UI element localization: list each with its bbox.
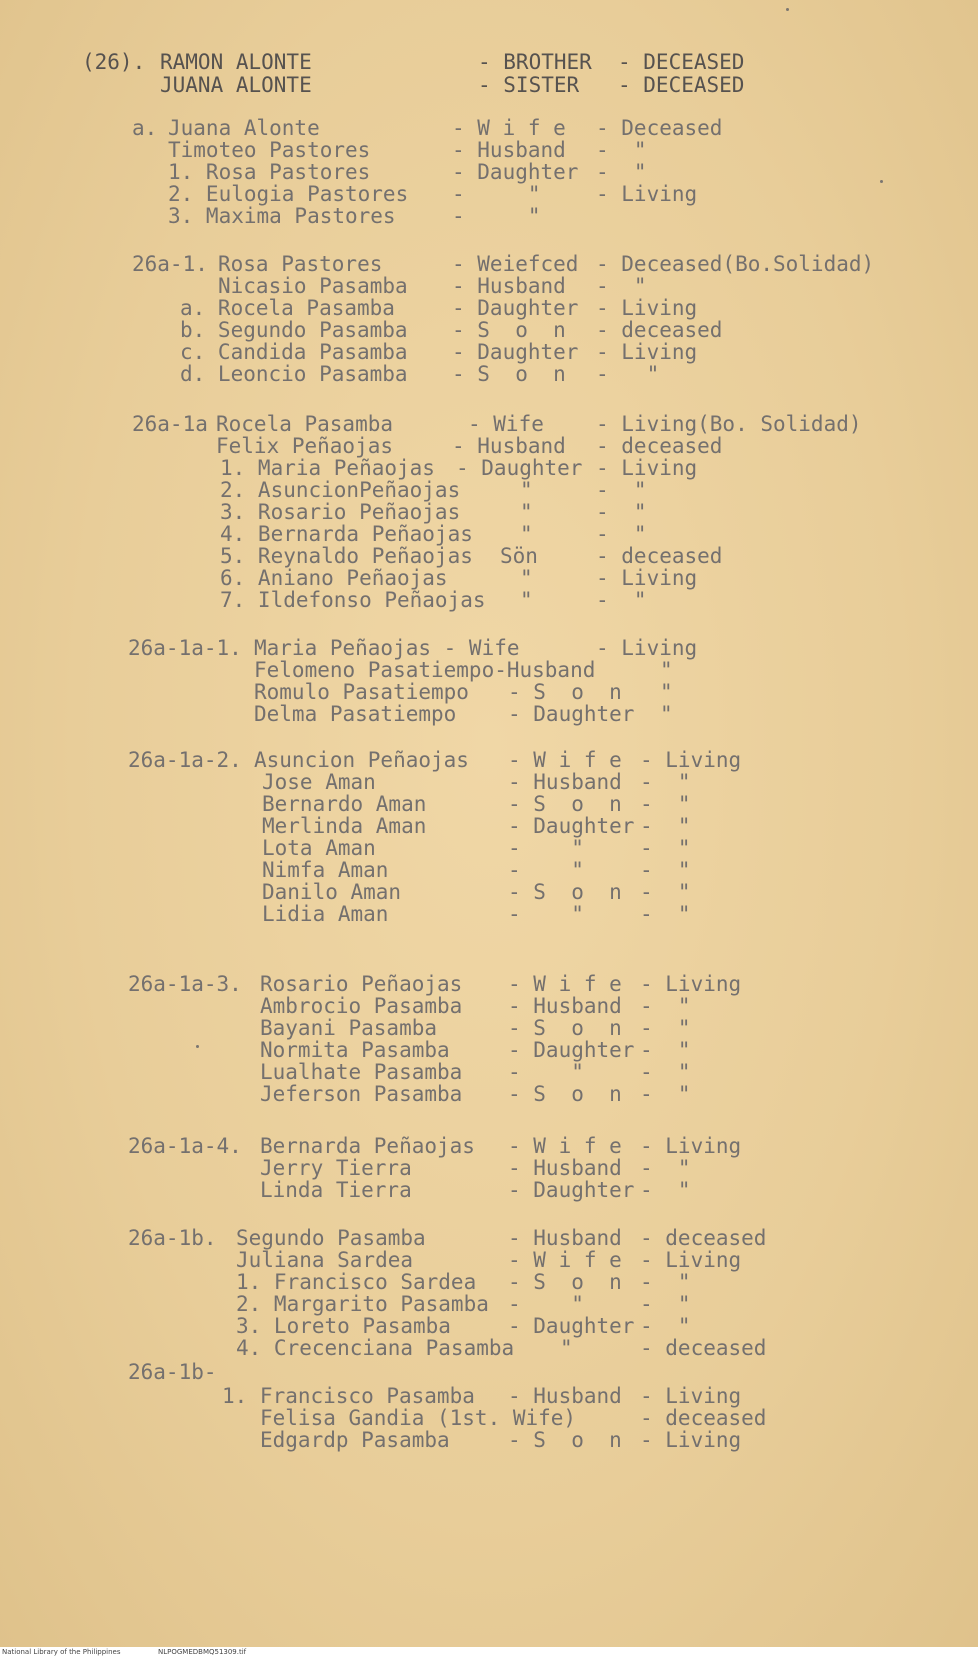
family-row bbox=[0, 274, 978, 298]
person-name: 3. Rosario Peñaojas bbox=[220, 500, 461, 524]
status: - Living bbox=[596, 296, 698, 320]
ink-speck bbox=[786, 8, 789, 11]
status: - " bbox=[640, 1270, 691, 1294]
relation: - " bbox=[508, 902, 584, 926]
status: - " bbox=[640, 792, 691, 816]
person-name: 3. Maxima Pastores bbox=[168, 204, 396, 228]
family-row bbox=[0, 1428, 978, 1452]
status: - Living bbox=[596, 340, 698, 364]
status: - Living(Bo. Solidad) bbox=[596, 412, 862, 436]
family-row bbox=[0, 1226, 978, 1250]
relation: - Weiefced bbox=[452, 252, 579, 276]
person-name: Maria Peñaojas - Wife bbox=[254, 636, 520, 660]
person-name: Normita Pasamba bbox=[260, 1038, 450, 1062]
family-row bbox=[0, 412, 978, 436]
family-row bbox=[0, 748, 978, 772]
person-name: Edgardp Pasamba bbox=[260, 1428, 450, 1452]
relation: - W i f e bbox=[508, 1134, 622, 1158]
relation: - Husband bbox=[508, 1226, 622, 1250]
status: - " bbox=[640, 1038, 691, 1062]
section-label: 26a-1a-1. bbox=[128, 636, 242, 660]
person-name: Bernarda Peñaojas bbox=[260, 1134, 475, 1158]
scan-footer bbox=[0, 1647, 978, 1658]
family-row bbox=[0, 252, 978, 276]
family-row bbox=[0, 1384, 978, 1408]
family-row bbox=[0, 296, 978, 320]
family-row bbox=[0, 318, 978, 342]
person-name: b. Segundo Pasamba bbox=[180, 318, 408, 342]
person-name: Jeferson Pasamba bbox=[260, 1082, 463, 1106]
status: - " bbox=[640, 1178, 691, 1202]
status: - Living bbox=[640, 972, 742, 996]
family-row bbox=[0, 814, 978, 838]
relation: - " bbox=[452, 182, 541, 206]
person-name: 1. Maria Peñaojas bbox=[220, 456, 435, 480]
person-name: Juana Alonte bbox=[168, 116, 320, 140]
person-name: Bernardo Aman bbox=[262, 792, 427, 816]
family-row bbox=[0, 1038, 978, 1062]
relation: - Husband bbox=[508, 1156, 622, 1180]
status: - Living bbox=[596, 636, 698, 660]
section-label: 26a-1. bbox=[132, 252, 208, 276]
family-row bbox=[0, 160, 978, 184]
relation: - Husband bbox=[508, 994, 622, 1018]
family-row bbox=[0, 658, 978, 682]
relation: - BROTHER bbox=[478, 50, 592, 74]
family-row bbox=[0, 792, 978, 816]
family-row bbox=[0, 588, 978, 612]
person-name: 5. Reynaldo Peñaojas bbox=[220, 544, 473, 568]
person-name: 2. Margarito Pasamba bbox=[236, 1292, 489, 1316]
status: - Living bbox=[596, 456, 698, 480]
status: - " bbox=[640, 814, 691, 838]
status: - " bbox=[596, 138, 647, 162]
family-row bbox=[0, 1156, 978, 1180]
status: - deceased bbox=[596, 318, 723, 342]
family-row bbox=[0, 566, 978, 590]
status: " bbox=[660, 702, 673, 726]
section-label: 26a-1b. bbox=[128, 1226, 217, 1250]
family-row bbox=[0, 434, 978, 458]
person-name: Merlinda Aman bbox=[262, 814, 427, 838]
family-row bbox=[0, 182, 978, 206]
relation: - " bbox=[508, 836, 584, 860]
relation: " bbox=[520, 588, 533, 612]
status: - Living bbox=[640, 1428, 742, 1452]
family-row bbox=[0, 1406, 978, 1430]
family-row bbox=[0, 1060, 978, 1084]
relation: - Wife bbox=[468, 412, 544, 436]
person-name: 1. Rosa Pastores bbox=[168, 160, 371, 184]
status: - " bbox=[596, 478, 647, 502]
person-name: Rocela Pasamba bbox=[216, 412, 394, 436]
relation: - S o n bbox=[508, 880, 622, 904]
status: - Deceased bbox=[596, 116, 723, 140]
person-name: d. Leoncio Pasamba bbox=[180, 362, 408, 386]
family-row bbox=[0, 702, 978, 726]
section-label: a. bbox=[132, 116, 158, 140]
family-row bbox=[0, 1336, 978, 1360]
family-row bbox=[0, 522, 978, 546]
status: - " bbox=[640, 902, 691, 926]
relation: Sön bbox=[500, 544, 538, 568]
person-name: 3. Loreto Pasamba bbox=[236, 1314, 451, 1338]
section-label: 26a-1a-3. bbox=[128, 972, 242, 996]
status: - " bbox=[640, 1016, 691, 1040]
family-row bbox=[0, 1314, 978, 1338]
relation: - Daughter bbox=[508, 1038, 635, 1062]
status: - deceased bbox=[640, 1336, 767, 1360]
person-name: Felix Peñaojas bbox=[216, 434, 394, 458]
family-row bbox=[0, 858, 978, 882]
family-row bbox=[0, 478, 978, 502]
status: - DECEASED bbox=[618, 73, 745, 97]
relation: - S o n bbox=[452, 362, 566, 386]
family-row bbox=[0, 1082, 978, 1106]
family-row bbox=[0, 362, 978, 386]
status: - " bbox=[640, 880, 691, 904]
status: - Living bbox=[640, 1384, 742, 1408]
status: " bbox=[660, 658, 673, 682]
section-label: 26a-1b- bbox=[128, 1360, 217, 1384]
relation: - S o n bbox=[508, 1016, 622, 1040]
scan-filename: NLPOGMEDBMQ51309.tif bbox=[158, 1648, 247, 1656]
person-name: Felisa Gandia (1st. Wife) bbox=[260, 1406, 577, 1430]
relation: - Daughter bbox=[508, 702, 635, 726]
family-row bbox=[0, 456, 978, 480]
relation: " bbox=[520, 566, 533, 590]
person-name: Jerry Tierra bbox=[260, 1156, 412, 1180]
section-label: 26a-1a bbox=[132, 412, 208, 436]
family-row bbox=[0, 972, 978, 996]
status: - " bbox=[640, 836, 691, 860]
status: - Living bbox=[640, 748, 742, 772]
family-row bbox=[0, 636, 978, 660]
relation: - " bbox=[508, 1060, 584, 1084]
person-name: Nicasio Pasamba bbox=[218, 274, 408, 298]
person-name: 4. Bernarda Peñaojas bbox=[220, 522, 473, 546]
header-line-2 bbox=[0, 73, 978, 97]
family-row bbox=[0, 1360, 978, 1384]
person-name: 7. Ildefonso Peñaojas bbox=[220, 588, 486, 612]
relation: - W i f e bbox=[508, 748, 622, 772]
relation: - " bbox=[508, 858, 584, 882]
person-name: Segundo Pasamba bbox=[236, 1226, 426, 1250]
person-name: 4. Crecenciana Pasamba bbox=[236, 1336, 515, 1360]
status: - " bbox=[596, 588, 647, 612]
relation: - S o n bbox=[508, 792, 622, 816]
status: - Living bbox=[640, 1248, 742, 1272]
person-name: c. Candida Pasamba bbox=[180, 340, 408, 364]
relation: - S o n bbox=[508, 1428, 622, 1452]
relation: - S o n bbox=[508, 680, 622, 704]
relation: " bbox=[520, 500, 533, 524]
relation: - Daughter bbox=[452, 296, 579, 320]
relation: - Daughter bbox=[508, 1178, 635, 1202]
relation: - S o n bbox=[508, 1270, 622, 1294]
person-name: Lualhate Pasamba bbox=[260, 1060, 463, 1084]
status: - " bbox=[640, 1060, 691, 1084]
status: - " bbox=[640, 1292, 691, 1316]
person-name: 6. Aniano Peñaojas bbox=[220, 566, 448, 590]
family-row bbox=[0, 1134, 978, 1158]
person-name: Juliana Sardea bbox=[236, 1248, 414, 1272]
library-credit: National Library of the Philippines bbox=[2, 1648, 121, 1656]
relation: - " bbox=[508, 1292, 584, 1316]
status: - " bbox=[596, 160, 647, 184]
family-row bbox=[0, 340, 978, 364]
person-name: Lota Aman bbox=[262, 836, 376, 860]
family-row bbox=[0, 1016, 978, 1040]
person-name: Linda Tierra bbox=[260, 1178, 412, 1202]
family-row bbox=[0, 138, 978, 162]
relation: - Husband bbox=[452, 434, 566, 458]
relation: " bbox=[520, 522, 533, 546]
relation: - W i f e bbox=[508, 1248, 622, 1272]
person-name: Romulo Pasatiempo bbox=[254, 680, 469, 704]
family-row bbox=[0, 880, 978, 904]
person-name: Danilo Aman bbox=[262, 880, 402, 904]
family-row bbox=[0, 1270, 978, 1294]
person-name: Delma Pasatiempo bbox=[254, 702, 457, 726]
family-row bbox=[0, 204, 978, 228]
person-name: Nimfa Aman bbox=[262, 858, 389, 882]
status: - " bbox=[640, 994, 691, 1018]
family-row bbox=[0, 1292, 978, 1316]
status: - " bbox=[640, 1314, 691, 1338]
family-row bbox=[0, 770, 978, 794]
relation: - W i f e bbox=[508, 972, 622, 996]
status: - " bbox=[640, 1082, 691, 1106]
entry-number: (26). bbox=[82, 50, 146, 74]
status: - Living bbox=[596, 566, 698, 590]
status: - deceased bbox=[596, 544, 723, 568]
status: - " bbox=[596, 500, 647, 524]
family-row bbox=[0, 1178, 978, 1202]
person-name: Lidia Aman bbox=[262, 902, 389, 926]
relation: - Husband bbox=[508, 1384, 622, 1408]
status: - " bbox=[596, 274, 647, 298]
relation: " bbox=[560, 1336, 573, 1360]
family-row bbox=[0, 836, 978, 860]
status: - Deceased(Bo.Solidad) bbox=[596, 252, 875, 276]
family-row bbox=[0, 902, 978, 926]
status: - DECEASED bbox=[618, 50, 745, 74]
status: - deceased bbox=[640, 1406, 767, 1430]
person-name: a. Rocela Pasamba bbox=[180, 296, 395, 320]
ink-speck bbox=[196, 1045, 199, 1048]
status: - " bbox=[596, 362, 660, 386]
relation: - Daughter bbox=[456, 456, 583, 480]
section-label: 26a-1a-4. bbox=[128, 1134, 242, 1158]
status: - " bbox=[596, 522, 647, 546]
person-name: 2. Eulogia Pastores bbox=[168, 182, 409, 206]
status: - Living bbox=[640, 1134, 742, 1158]
person-name: RAMON ALONTE bbox=[160, 50, 312, 74]
section-label: 26a-1a-2. bbox=[128, 748, 242, 772]
status: - deceased bbox=[596, 434, 723, 458]
relation: - Husband bbox=[508, 770, 622, 794]
person-name: 2. AsuncionPeñaojas bbox=[220, 478, 461, 502]
relation: - Husband bbox=[452, 138, 566, 162]
relation: - S o n bbox=[508, 1082, 622, 1106]
relation: - W i f e bbox=[452, 116, 566, 140]
status: - " bbox=[640, 1156, 691, 1180]
person-name: Ambrocio Pasamba bbox=[260, 994, 463, 1018]
relation: - " bbox=[452, 204, 541, 228]
person-name: 1. Francisco Sardea bbox=[236, 1270, 477, 1294]
person-name: Jose Aman bbox=[262, 770, 376, 794]
relation: " bbox=[520, 478, 533, 502]
person-name: Asuncion Peñaojas bbox=[254, 748, 469, 772]
family-row bbox=[0, 680, 978, 704]
family-row bbox=[0, 500, 978, 524]
relation: - Husband bbox=[452, 274, 566, 298]
person-name: Timoteo Pastores bbox=[168, 138, 371, 162]
ink-speck bbox=[880, 180, 883, 183]
family-row bbox=[0, 116, 978, 140]
relation: - Daughter bbox=[452, 340, 579, 364]
family-row bbox=[0, 1248, 978, 1272]
person-name: 1. Francisco Pasamba bbox=[222, 1384, 475, 1408]
status: - Living bbox=[596, 182, 698, 206]
status: - " bbox=[640, 858, 691, 882]
relation: - Daughter bbox=[452, 160, 579, 184]
relation: - SISTER bbox=[478, 73, 580, 97]
relation: - Daughter bbox=[508, 814, 635, 838]
status: " bbox=[660, 680, 673, 704]
family-row bbox=[0, 994, 978, 1018]
family-row bbox=[0, 544, 978, 568]
relation: - S o n bbox=[452, 318, 566, 342]
header-line-1 bbox=[0, 50, 978, 74]
status: - deceased bbox=[640, 1226, 767, 1250]
person-name: JUANA ALONTE bbox=[160, 73, 312, 97]
relation: - Daughter bbox=[508, 1314, 635, 1338]
person-name: Felomeno Pasatiempo-Husband bbox=[254, 658, 596, 682]
person-name: Rosario Peñaojas bbox=[260, 972, 463, 996]
status: - " bbox=[640, 770, 691, 794]
person-name: Bayani Pasamba bbox=[260, 1016, 438, 1040]
person-name: Rosa Pastores bbox=[218, 252, 383, 276]
